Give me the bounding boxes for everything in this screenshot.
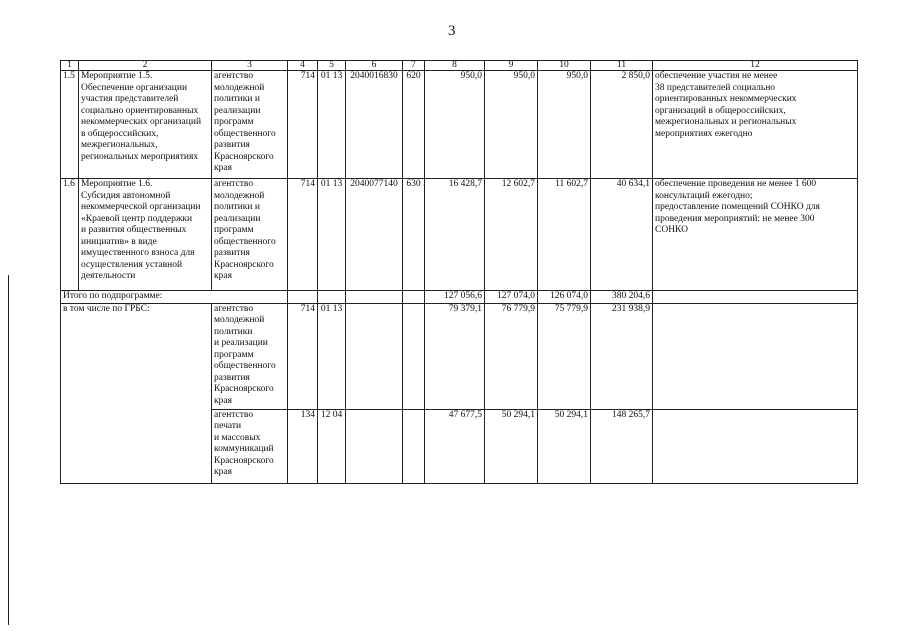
year1-amount: 47 677,5 (425, 409, 485, 483)
column-header: 11 (591, 61, 653, 71)
subprogram-total-label: Итого по подпрограмме: (61, 291, 288, 304)
csr-code: 2040016830 (346, 71, 403, 179)
year2-amount: 127 074,0 (485, 291, 538, 304)
grbs-name: агентство молодежной политики и реализации программ общественного развития Красноярского края (212, 179, 288, 291)
column-header: 6 (346, 61, 403, 71)
column-header: 4 (288, 61, 318, 71)
expected-result: обеспечение участия не менее 38 представителей социально ориентированных некоммерческих организаций в общероссийских, межрегиональных и региональных мероприятиях ежегодно (653, 71, 858, 179)
year1-amount: 79 379,1 (425, 303, 485, 409)
vr-code: 620 (403, 71, 425, 179)
table-row (61, 179, 858, 291)
column-header: 5 (318, 61, 346, 71)
year2-amount: 950,0 (485, 71, 538, 179)
column-header: 8 (425, 61, 485, 71)
year3-amount: 126 074,0 (538, 291, 591, 304)
total-amount: 40 634,1 (591, 179, 653, 291)
row-number: 1.5 (61, 71, 79, 179)
vr-code: 630 (403, 179, 425, 291)
budget-table (60, 60, 858, 484)
grbs-name: агентство печати и массовых коммуникаций Красноярского края (212, 409, 288, 483)
table-row (61, 71, 858, 179)
grbs-breakdown-row (61, 303, 858, 409)
grbs-code: 714 (288, 179, 318, 291)
year2-amount: 50 294,1 (485, 409, 538, 483)
total-amount: 2 850,0 (591, 71, 653, 179)
subprogram-total-row (61, 291, 858, 304)
year3-amount: 50 294,1 (538, 409, 591, 483)
page-number: 3 (448, 23, 456, 39)
grbs-name: агентство молодежной политики и реализации программ общественного развития Красноярского края (212, 303, 288, 409)
year3-amount: 11 602,7 (538, 179, 591, 291)
csr-code: 2040077140 (346, 179, 403, 291)
column-header: 7 (403, 61, 425, 71)
column-header: 1 (61, 61, 79, 71)
section-code: 01 13 (318, 303, 346, 409)
grbs-name: агентство молодежной политики и реализации программ общественного развития Красноярского края (212, 71, 288, 179)
year3-amount: 950,0 (538, 71, 591, 179)
column-number-row (61, 61, 858, 71)
section-code: 01 13 (318, 179, 346, 291)
total-amount: 148 265,7 (591, 409, 653, 483)
activity-name: Мероприятие 1.6. Субсидия автономной некоммерческой организации «Краевой центр поддержки и развития общественных инициатив» в виде имущественного взноса для осуществления уставной деятельности (79, 179, 212, 291)
year1-amount: 127 056,6 (425, 291, 485, 304)
section-code: 12 04 (318, 409, 346, 483)
grbs-code: 134 (288, 409, 318, 483)
column-header: 9 (485, 61, 538, 71)
year3-amount: 75 779,9 (538, 303, 591, 409)
column-header: 3 (212, 61, 288, 71)
total-amount: 380 204,6 (591, 291, 653, 304)
grbs-code: 714 (288, 71, 318, 179)
activity-name: Мероприятие 1.5. Обеспечение организации участия представителей социально ориентированных некоммерческих организаций в общероссийских, межрегиональных, региональных мероприятиях (79, 71, 212, 179)
year1-amount: 16 428,7 (425, 179, 485, 291)
column-header: 10 (538, 61, 591, 71)
scan-margin-line (8, 275, 9, 625)
column-header: 2 (79, 61, 212, 71)
expected-result: обеспечение проведения не менее 1 600 консультаций ежегодно; предоставление помещений СОНКО для проведения мероприятий: не менее 300 СОНКО (653, 179, 858, 291)
year2-amount: 12 602,7 (485, 179, 538, 291)
section-code: 01 13 (318, 71, 346, 179)
column-header: 12 (653, 61, 858, 71)
year2-amount: 76 779,9 (485, 303, 538, 409)
grbs-code: 714 (288, 303, 318, 409)
total-amount: 231 938,9 (591, 303, 653, 409)
grbs-breakdown-label: в том числе по ГРБС: (61, 303, 212, 483)
year1-amount: 950,0 (425, 71, 485, 179)
row-number: 1.6 (61, 179, 79, 291)
